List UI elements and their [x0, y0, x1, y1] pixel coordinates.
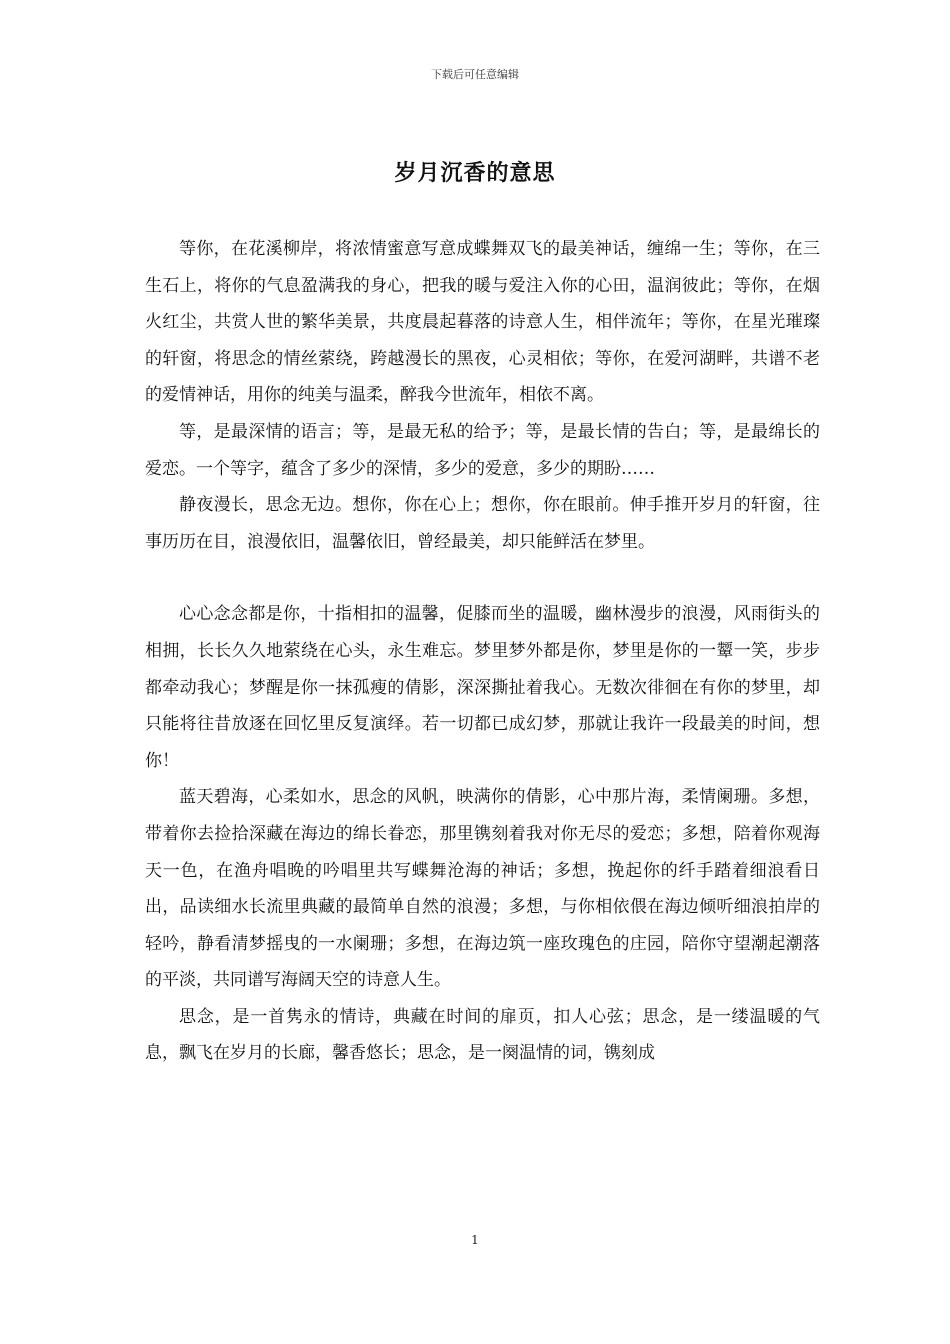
- paragraph: 心心念念都是你，十指相扣的温馨，促膝而坐的温暖，幽林漫步的浪漫，风雨街头的相拥，长长久久地萦绕在心头，永生难忘。梦里梦外都是你，梦里是你的一颦一笑，步步都牵动我心；梦醒是你一抹孤瘦的倩影，深深撕扯着我心。无数次徘徊在有你的梦里，却只能将往昔放逐在回忆里反复演绎。若一切都已成幻梦，那就让我许一段最美的时间，想你！: [145, 604, 820, 771]
- page-number: 1: [471, 1233, 479, 1247]
- paragraph: 等，是最深情的语言；等，是最无私的给予；等，是最长情的告白；等，是最绵长的爱恋。一个等字，蕴含了多少的深情，多少的爱意，多少的期盼……: [145, 421, 820, 479]
- header-watermark: 下载后可任意编辑: [431, 68, 519, 81]
- document-body: [145, 231, 820, 1072]
- paragraph: 等你，在花溪柳岸，将浓情蜜意写意成蝶舞双飞的最美神话，缠绵一生；等你，在三生石上，将你的气息盈满我的身心，把我的暖与爱注入你的心田，温润彼此；等你，在烟火红尘，共赏人世的繁华美景，共度晨起暮落的诗意人生，相伴流年；等你，在星光璀璨的轩窗，将思念的情丝萦绕，跨越漫长的黑夜，心灵相依；等你，在爱河湖畔，共谱不老的爱情神话，用你的纯美与温柔，醉我今世流年，相依不离。: [145, 239, 820, 406]
- paragraph: 静夜漫长，思念无边。想你，你在心上；想你，你在眼前。伸手推开岁月的轩窗，往事历历在目，浪漫依旧，温馨依旧，曾经最美，却只能鲜活在梦里。: [145, 495, 820, 552]
- paragraph: 蓝天碧海，心柔如水，思念的风帆，映满你的倩影，心中那片海，柔情阑珊。多想，带着你去捡拾深藏在海边的绵长眷恋，那里镌刻着我对你无尽的爱恋；多想，陪着你观海天一色，在渔舟唱晚的吟唱里共写蝶舞沧海的神话；多想，挽起你的纤手踏着细浪看日出，品读细水长流里典藏的最简单自然的浪漫；多想，与你相依偎在海边倾听细浪拍岸的轻吟，静看清梦摇曳的一水阑珊；多想，在海边筑一座玫瑰色的庄园，陪你守望潮起潮落的平淡，共同谱写海阔天空的诗意人生。: [145, 787, 820, 991]
- paragraph-spacer: [145, 560, 820, 596]
- paragraph: 思念，是一首隽永的情诗，典藏在时间的扉页，扣人心弦；思念，是一缕温暖的气息，飘飞在岁月的长廊，馨香悠长；思念，是一阕温情的词，镌刻成: [145, 1006, 820, 1064]
- document-title: 岁月沉香的意思: [394, 160, 556, 186]
